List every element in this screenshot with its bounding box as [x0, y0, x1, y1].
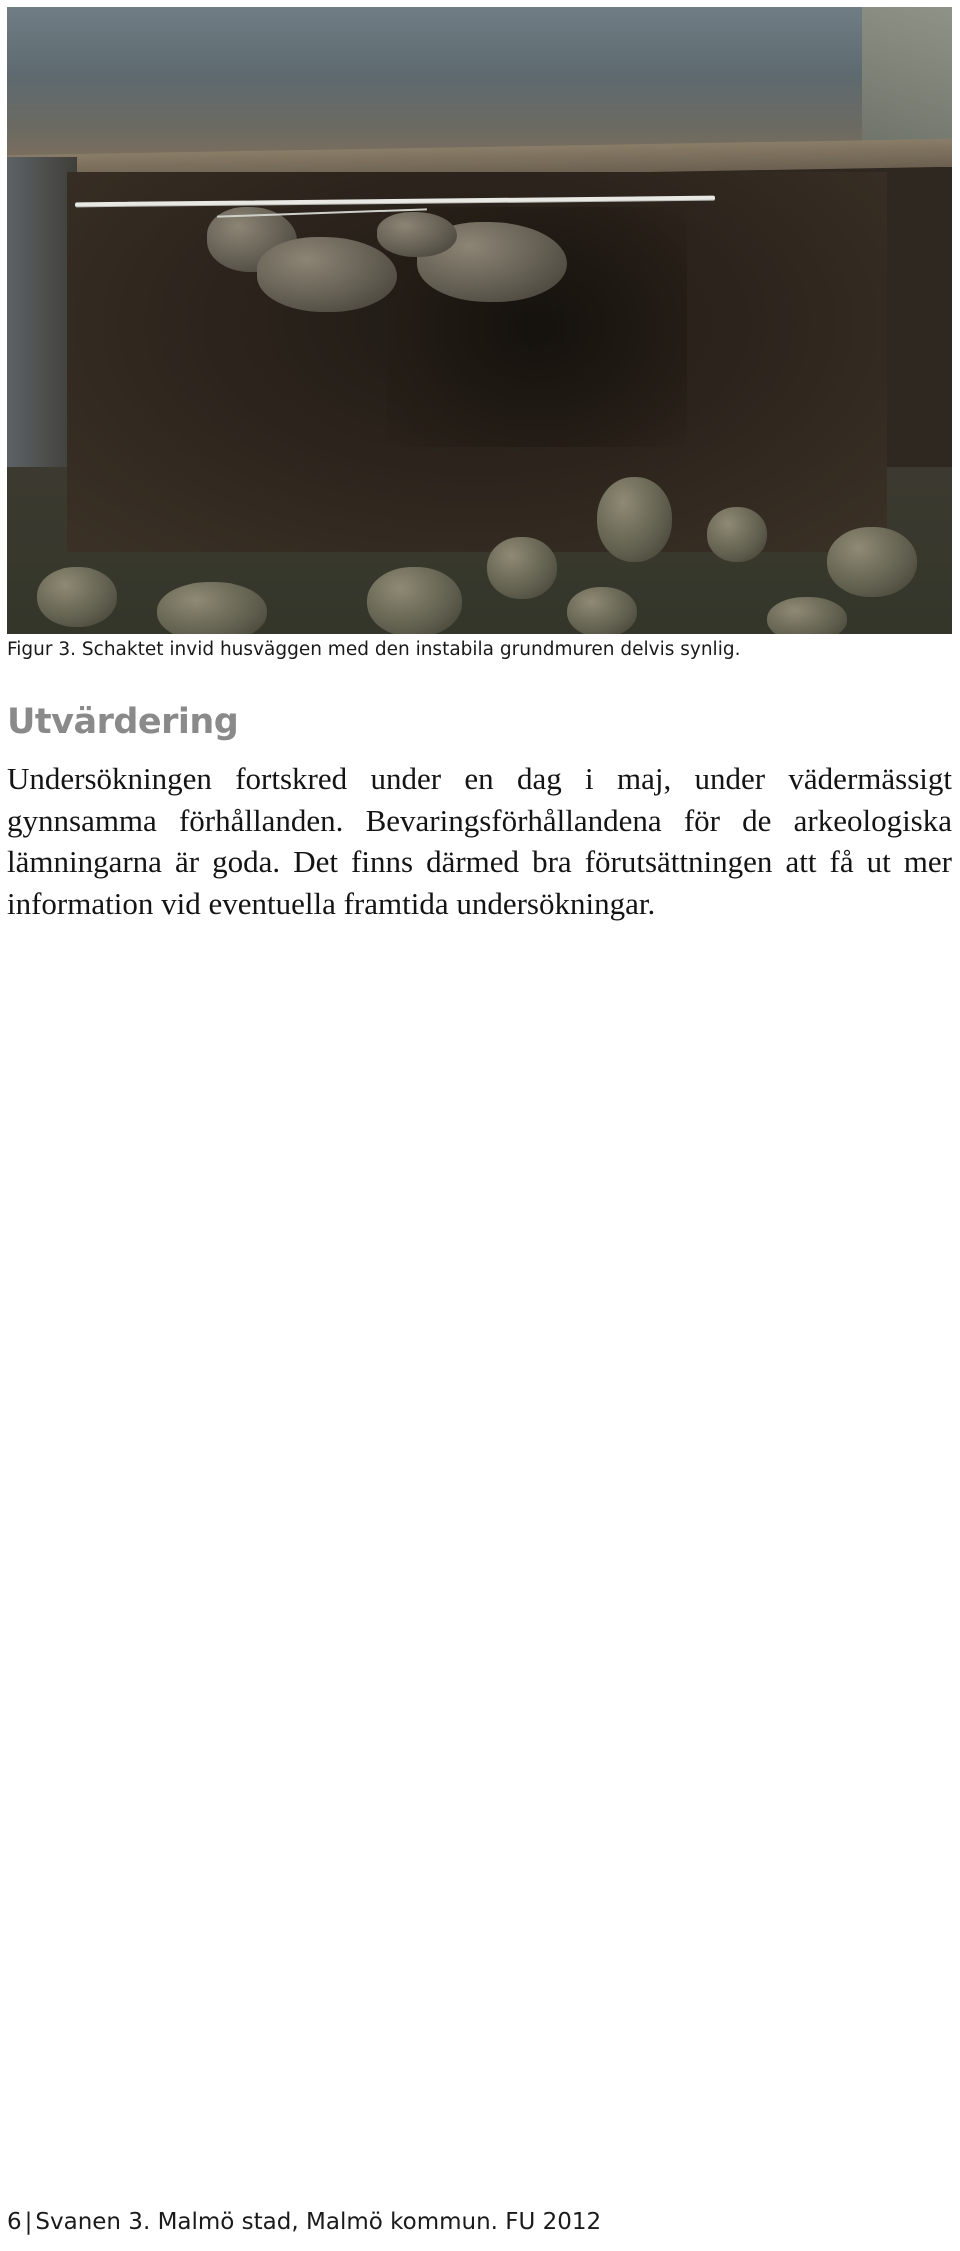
page-footer [7, 2207, 601, 2237]
footer-text: Svanen 3. Malmö stad, Malmö kommun. FU 2012 [35, 2209, 602, 2235]
photo-cobblestone [827, 527, 917, 597]
section-body-text: Undersökningen fortskred under en dag i maj, under vädermässigt gynnsamma förhållanden. Bevaringsförhållandena för de arkeologiska lämningarna är goda. Det finns därmed bra förutsättningen att få ut mer information vid eventuella framtida undersökningar. [7, 761, 952, 921]
photo-cobblestone [597, 477, 672, 562]
photo-cobblestone [567, 587, 637, 634]
photo-cobblestone [367, 567, 462, 634]
photo-house-wall [7, 7, 952, 157]
photo-cobblestone [707, 507, 767, 562]
excavation-photo [7, 7, 952, 634]
photo-foundation-stone [257, 237, 397, 312]
photo-cobblestone [487, 537, 557, 599]
photo-cobblestone [157, 582, 267, 634]
photo-foundation-stone [377, 212, 457, 257]
section-heading: Utvärdering [7, 702, 239, 742]
photo-cobblestone [767, 597, 847, 634]
footer-separator: | [24, 2209, 33, 2235]
photo-cobblestone [37, 567, 117, 627]
page-number: 6 [7, 2209, 22, 2235]
figure-caption: Figur 3. Schaktet invid husväggen med den instabila grundmuren delvis synlig. [7, 639, 741, 660]
